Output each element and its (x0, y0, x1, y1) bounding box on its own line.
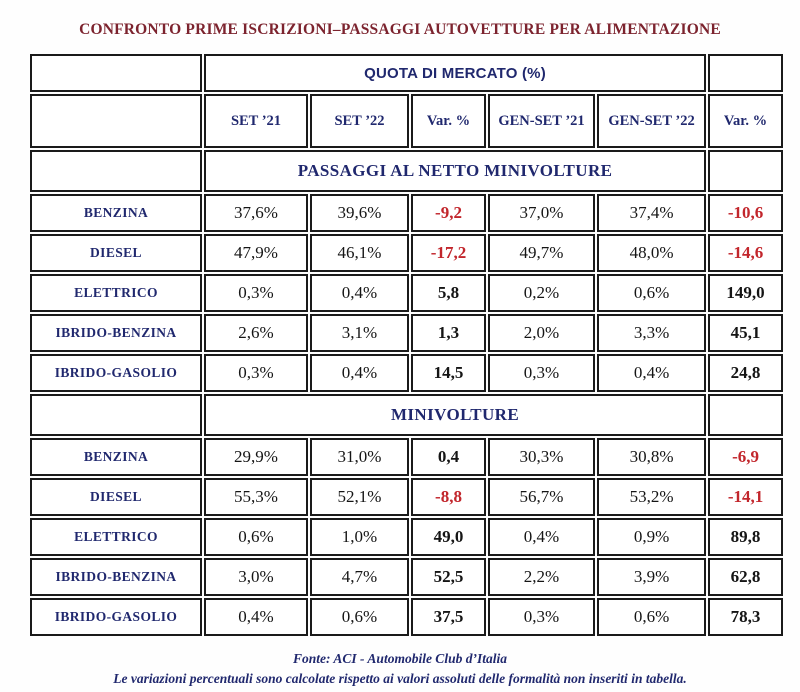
row-label: IBRIDO-BENZINA (30, 558, 202, 596)
row-label: BENZINA (30, 438, 202, 476)
section-header-row-minivolture (30, 394, 783, 436)
cell-genset22: 30,8% (597, 438, 706, 476)
section-empty-cell (708, 394, 783, 436)
row-label: IBRIDO-GASOLIO (30, 598, 202, 636)
cell-var-set: -8,8 (411, 478, 486, 516)
cell-genset21: 2,2% (488, 558, 595, 596)
label-column-header-empty-cell (30, 94, 202, 148)
cell-var-gen: 78,3 (708, 598, 783, 636)
cell-var-gen: -14,1 (708, 478, 783, 516)
cell-var-gen: 149,0 (708, 274, 783, 312)
table-row-ibrido-gasolio (30, 354, 783, 392)
table-row-elettrico (30, 518, 783, 556)
footer-source-line: Fonte: ACI - Automobile Club d’Italia (293, 651, 507, 666)
corner-empty-cell (30, 54, 202, 92)
cell-var-gen: 24,8 (708, 354, 783, 392)
cell-var-set: 14,5 (411, 354, 486, 392)
column-header-set22: SET ’22 (310, 94, 409, 148)
table-row-ibrido-gasolio (30, 598, 783, 636)
cell-genset22: 53,2% (597, 478, 706, 516)
cell-set21: 2,6% (204, 314, 308, 352)
group-row-var-empty-cell (708, 54, 783, 92)
section-header-passaggi: PASSAGGI AL NETTO MINIVOLTURE (204, 150, 706, 192)
cell-genset21: 0,2% (488, 274, 595, 312)
table-row-elettrico (30, 274, 783, 312)
cell-var-set: -17,2 (411, 234, 486, 272)
cell-genset22: 48,0% (597, 234, 706, 272)
cell-var-gen: -6,9 (708, 438, 783, 476)
cell-genset22: 0,9% (597, 518, 706, 556)
column-header-genset22: GEN-SET ’22 (597, 94, 706, 148)
row-label: ELETTRICO (30, 274, 202, 312)
cell-set21: 0,3% (204, 274, 308, 312)
cell-genset22: 3,3% (597, 314, 706, 352)
section-header-row-passaggi (30, 150, 783, 192)
cell-genset22: 0,6% (597, 598, 706, 636)
table-row-diesel (30, 234, 783, 272)
table-row-benzina (30, 194, 783, 232)
cell-set21: 37,6% (204, 194, 308, 232)
cell-genset22: 37,4% (597, 194, 706, 232)
cell-set22: 1,0% (310, 518, 409, 556)
market-share-table (28, 52, 785, 638)
cell-var-set: 5,8 (411, 274, 486, 312)
table-row-benzina (30, 438, 783, 476)
cell-set21: 47,9% (204, 234, 308, 272)
cell-set21: 29,9% (204, 438, 308, 476)
cell-var-gen: -10,6 (708, 194, 783, 232)
cell-set22: 4,7% (310, 558, 409, 596)
row-label: IBRIDO-BENZINA (30, 314, 202, 352)
column-header-row (30, 94, 783, 148)
footer-note-line: Le variazioni percentuali sono calcolate rispetto ai valori assoluti delle formalità non inseriti in tabella. (113, 670, 687, 686)
table-footer (0, 649, 800, 688)
cell-var-gen: 45,1 (708, 314, 783, 352)
cell-genset21: 56,7% (488, 478, 595, 516)
column-header-genset21: GEN-SET ’21 (488, 94, 595, 148)
row-label: IBRIDO-GASOLIO (30, 354, 202, 392)
cell-genset22: 0,4% (597, 354, 706, 392)
cell-var-set: 52,5 (411, 558, 486, 596)
cell-set21: 0,6% (204, 518, 308, 556)
cell-var-set: 0,4 (411, 438, 486, 476)
cell-set21: 0,4% (204, 598, 308, 636)
cell-var-gen: 89,8 (708, 518, 783, 556)
row-label: DIESEL (30, 478, 202, 516)
cell-genset21: 0,4% (488, 518, 595, 556)
section-empty-cell (30, 150, 202, 192)
cell-genset21: 2,0% (488, 314, 595, 352)
section-empty-cell (708, 150, 783, 192)
cell-set22: 52,1% (310, 478, 409, 516)
cell-genset21: 30,3% (488, 438, 595, 476)
cell-set22: 31,0% (310, 438, 409, 476)
column-header-set21: SET ’21 (204, 94, 308, 148)
row-label: ELETTRICO (30, 518, 202, 556)
cell-set22: 0,6% (310, 598, 409, 636)
section-empty-cell (30, 394, 202, 436)
cell-var-gen: -14,6 (708, 234, 783, 272)
cell-var-set: -9,2 (411, 194, 486, 232)
cell-set22: 0,4% (310, 274, 409, 312)
column-header-var-gen: Var. % (708, 94, 783, 148)
group-header-row (30, 54, 783, 92)
cell-var-gen: 62,8 (708, 558, 783, 596)
section-header-minivolture: MINIVOLTURE (204, 394, 706, 436)
cell-genset22: 0,6% (597, 274, 706, 312)
cell-set22: 39,6% (310, 194, 409, 232)
cell-genset21: 49,7% (488, 234, 595, 272)
row-label: BENZINA (30, 194, 202, 232)
cell-var-set: 49,0 (411, 518, 486, 556)
cell-set22: 3,1% (310, 314, 409, 352)
cell-genset21: 37,0% (488, 194, 595, 232)
cell-set21: 3,0% (204, 558, 308, 596)
page-title: CONFRONTO PRIME ISCRIZIONI–PASSAGGI AUTOVETTURE PER ALIMENTAZIONE (79, 21, 721, 38)
cell-genset21: 0,3% (488, 598, 595, 636)
cell-set22: 0,4% (310, 354, 409, 392)
column-header-var-set: Var. % (411, 94, 486, 148)
table-row-ibrido-benzina (30, 558, 783, 596)
cell-genset21: 0,3% (488, 354, 595, 392)
group-header-cell: QUOTA DI MERCATO (%) (204, 54, 706, 92)
cell-genset22: 3,9% (597, 558, 706, 596)
cell-set21: 55,3% (204, 478, 308, 516)
table-row-ibrido-benzina (30, 314, 783, 352)
row-label: DIESEL (30, 234, 202, 272)
table-row-diesel (30, 478, 783, 516)
cell-set22: 46,1% (310, 234, 409, 272)
cell-var-set: 1,3 (411, 314, 486, 352)
cell-set21: 0,3% (204, 354, 308, 392)
cell-var-set: 37,5 (411, 598, 486, 636)
